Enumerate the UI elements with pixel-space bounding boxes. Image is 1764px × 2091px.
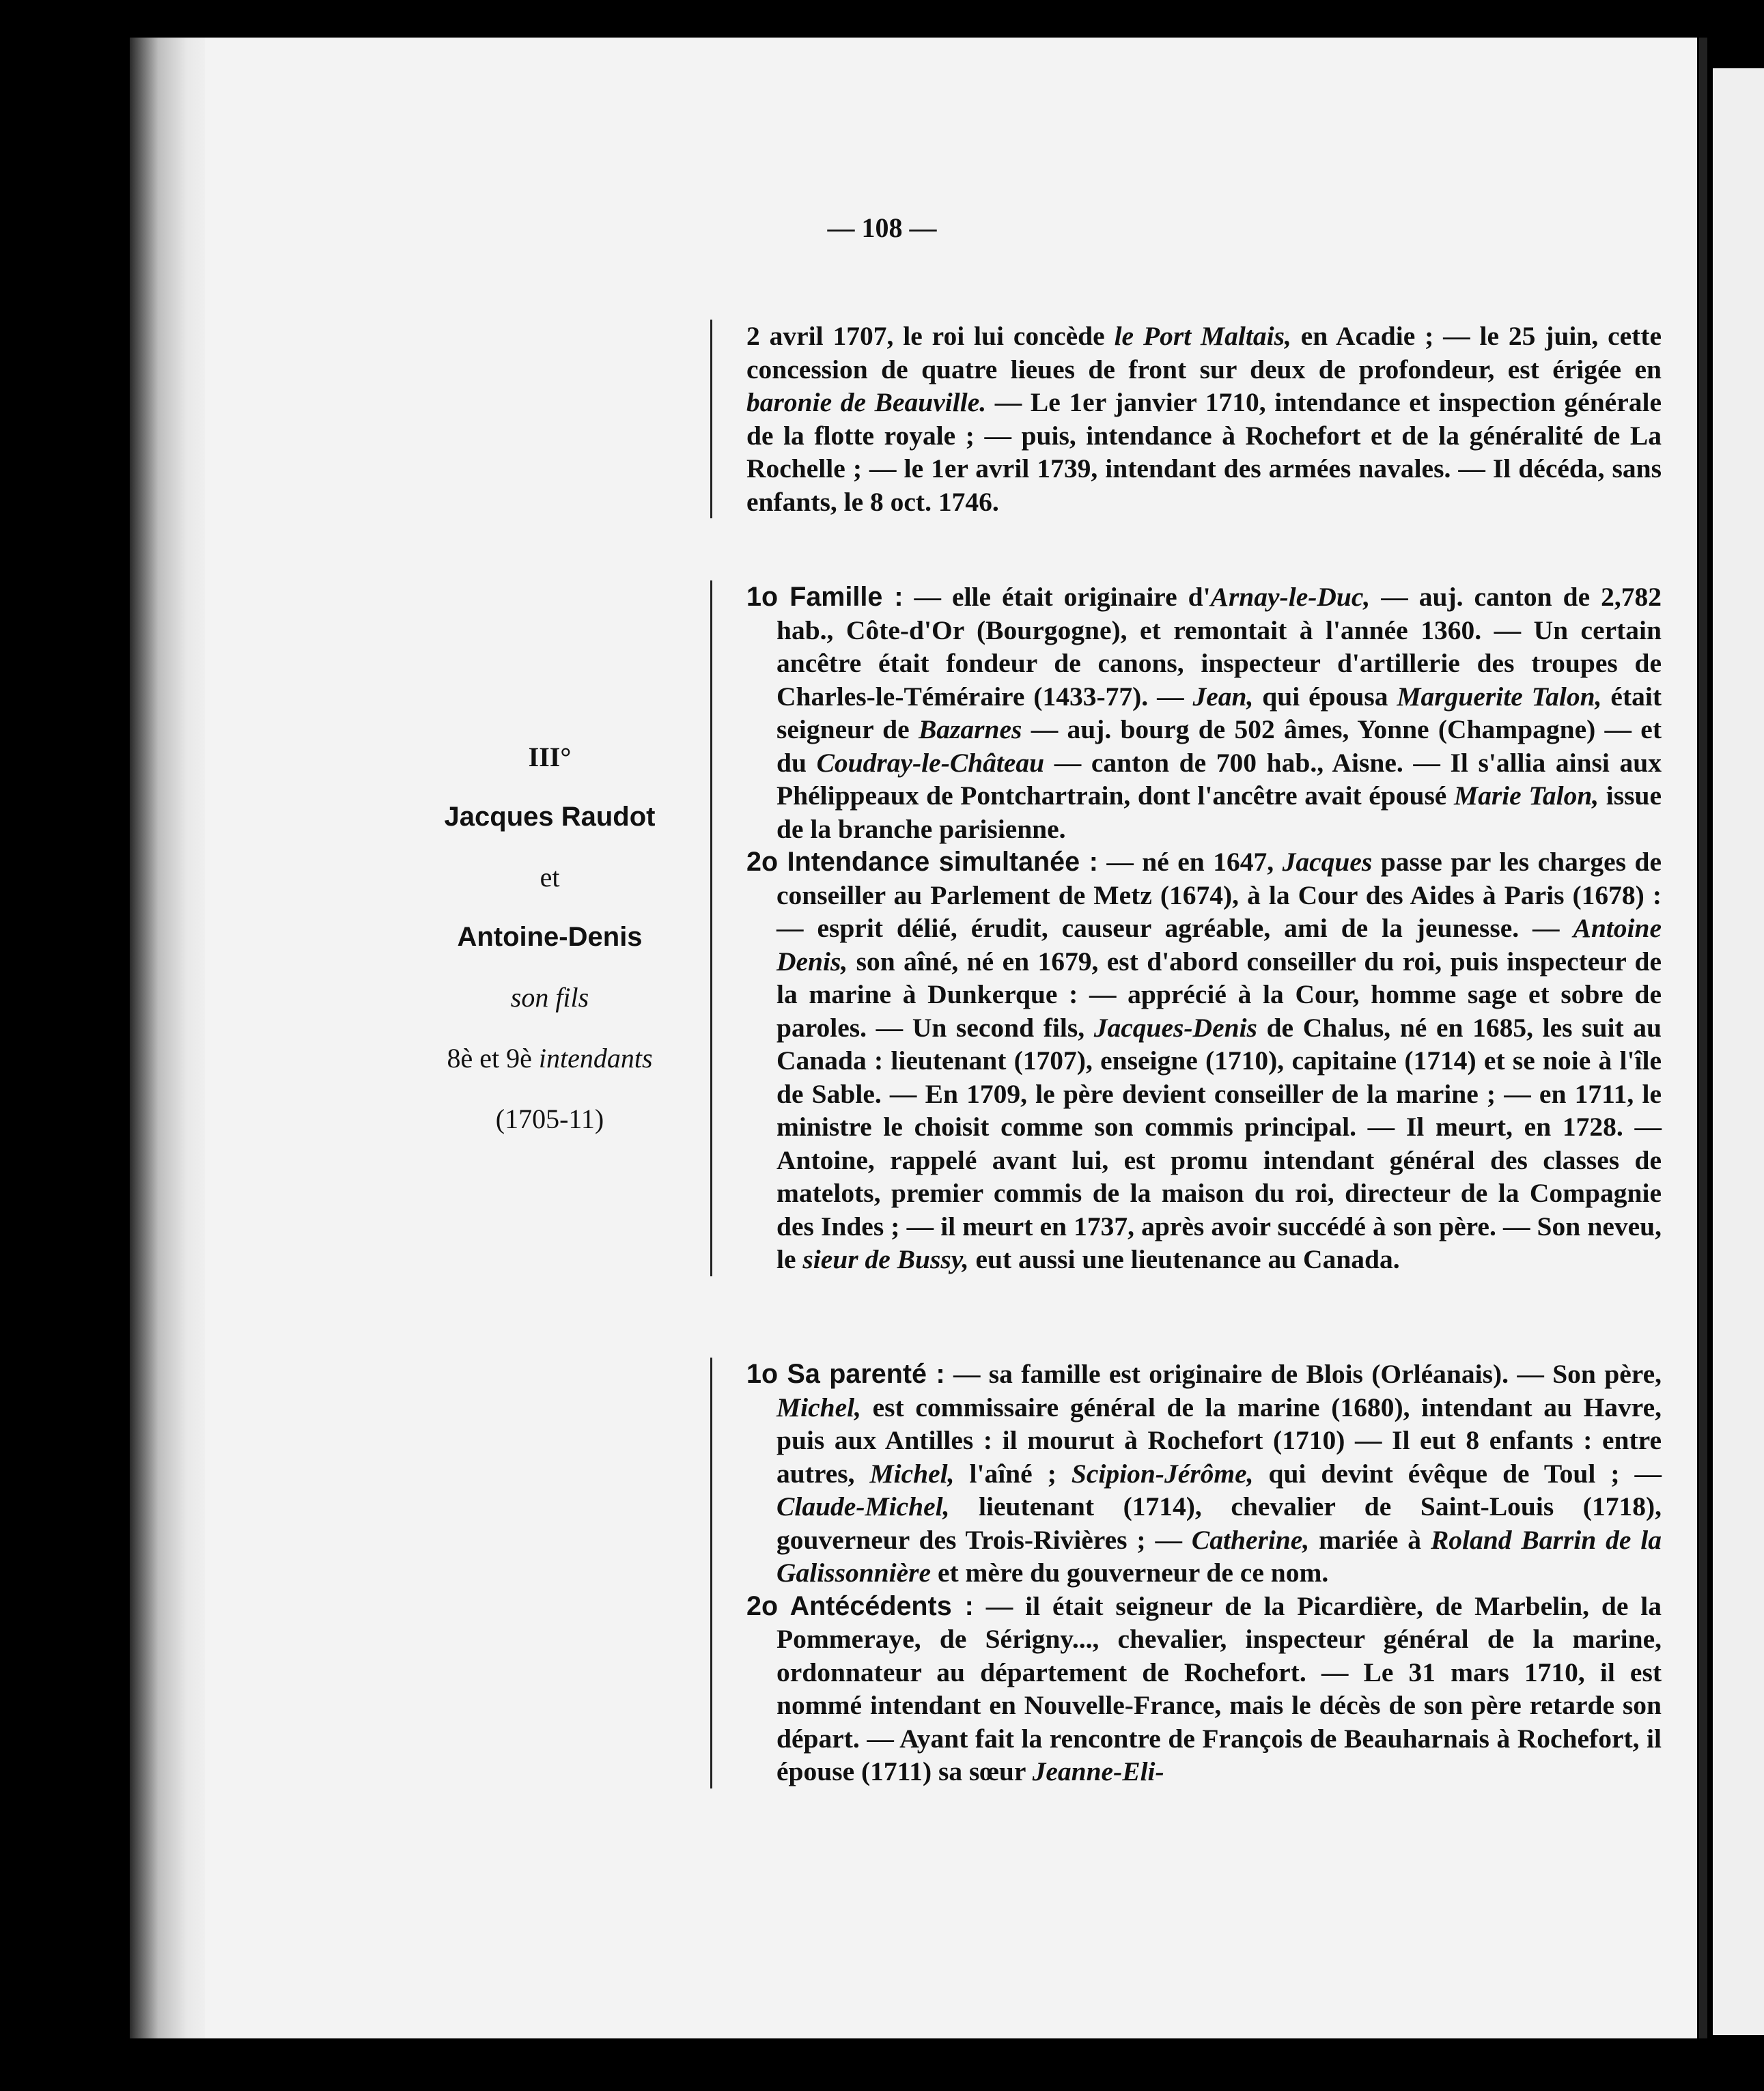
paragraph-intendance: 2o Intendance simultanée : — né en 1647, Jacques passe par les charges de conseiller au Parlement de Metz (1674), à la Cour des Aides à Paris (1678) : — esprit délié, érudit, causeur agréable, ami de la jeunesse. — Antoine Denis, son aîné, né en 1679, est d'abord conseiller du roi, puis inspecteur de la marine à Dunkerque : — apprécié à la Cour, homme sage et sobre de paroles. — Un second fils, Jacques-Denis de Chalus, né en 1685, les suit au Canada : lieutenant (1707), enseigne (1710), capitaine (1714) et se noie à l'île de Sable. — En 1709, le père devient conseiller de la marine ; — en 1711, le ministre le choisit comme son commis principal. — Il meurt, en 1728. — Antoine, rappelé avant lui, est promu intendant général des classes de matelots, premier commis de la maison du roi, directeur de la Compagnie des Indes ; — il meurt en 1737, après avoir succédé à son père. — Son neveu, le sieur de Bussy, eut aussi une lieutenance au Canada. [746,847,1662,1274]
paragraph: 2 avril 1707, le roi lui concède le Port Maltais, en Acadie ; — le 25 juin, cette concession de quatre lieues de front sur deux de profondeur, est érigée en baronie de Beauville. — Le 1er janvier 1710, intendance et inspection générale de la flotte royale ; — puis, intendance à Rochefort et de la généralité de La Rochelle ; — le 1er avril 1739, intendant des armées navales. — Il décéda, sans enfants, le 8 oct. 1746. [746,321,1662,517]
page-number: — 108 — [827,212,937,243]
margin-heading [396,741,703,1164]
gutter [1699,38,1707,2038]
paragraph-antecedents: 2o Antécédents : — il était seigneur de la Picardière, de Marbelin, de la Pommeraye, de Sérigny..., chevalier, inspecteur général de la marine, ordonnateur au département de Rochefort. — Le 31 mars 1710, il est nommé intendant en Nouvelle-France, mais le décès de son père retarde son départ. — Ayant fait la rencontre de François de Beauharnais à Rochefort, il épouse (1711) sa sœur Jeanne-Eli- [746,1590,1662,1786]
text-block-continuation [710,320,1662,518]
text-block-parente [710,1358,1662,1788]
scan-shadow [130,38,212,2038]
margin-name-jacques: Jacques Raudot [444,802,656,832]
margin-et: et [540,862,560,893]
text-block-famille [710,580,1662,1276]
margin-intendants: 8è et 9è intendants [447,1043,653,1073]
section-roman-numeral: III° [528,742,572,772]
margin-name-antoine: Antoine-Denis [457,922,643,952]
margin-dates: (1705-11) [495,1104,604,1134]
paragraph-parente: 1o Sa parenté : — sa famille est originaire de Blois (Orléanais). — Son père, Michel, est commissaire général de la marine (1680), intendant au Havre, puis aux Antilles : il mourut à Rochefort (1710) — Il eut 8 enfants : entre autres, Michel, l'aîné ; Scipion-Jérôme, qui devint évêque de Toul ; — Claude-Michel, lieutenant (1714), chevalier de Saint-Louis (1718), gouverneur des Trois-Rivières ; — Catherine, mariée à Roland Barrin de la Galissonnière et mère du gouverneur de ce nom. [746,1359,1662,1588]
next-page-edge [1713,68,1764,2035]
paragraph-famille: 1o Famille : — elle était originaire d'Arnay-le-Duc, — auj. canton de 2,782 hab., Côte-d'Or (Bourgogne), et remontait à l'année 1360. — Un certain ancêtre était fondeur de canons, inspecteur d'artillerie des troupes de Charles-le-Téméraire (1433-77). — Jean, qui épousa Marguerite Talon, était seigneur de Bazarnes — auj. bourg de 502 âmes, Yonne (Champagne) — et du Coudray-le-Château — canton de 700 hab., Aisne. — Il s'allia ainsi aux Phélippeaux de Pontchartrain, dont l'ancêtre avait épousé Marie Talon, issue de la branche parisienne. [746,582,1662,844]
margin-son-fils: son fils [510,982,589,1013]
